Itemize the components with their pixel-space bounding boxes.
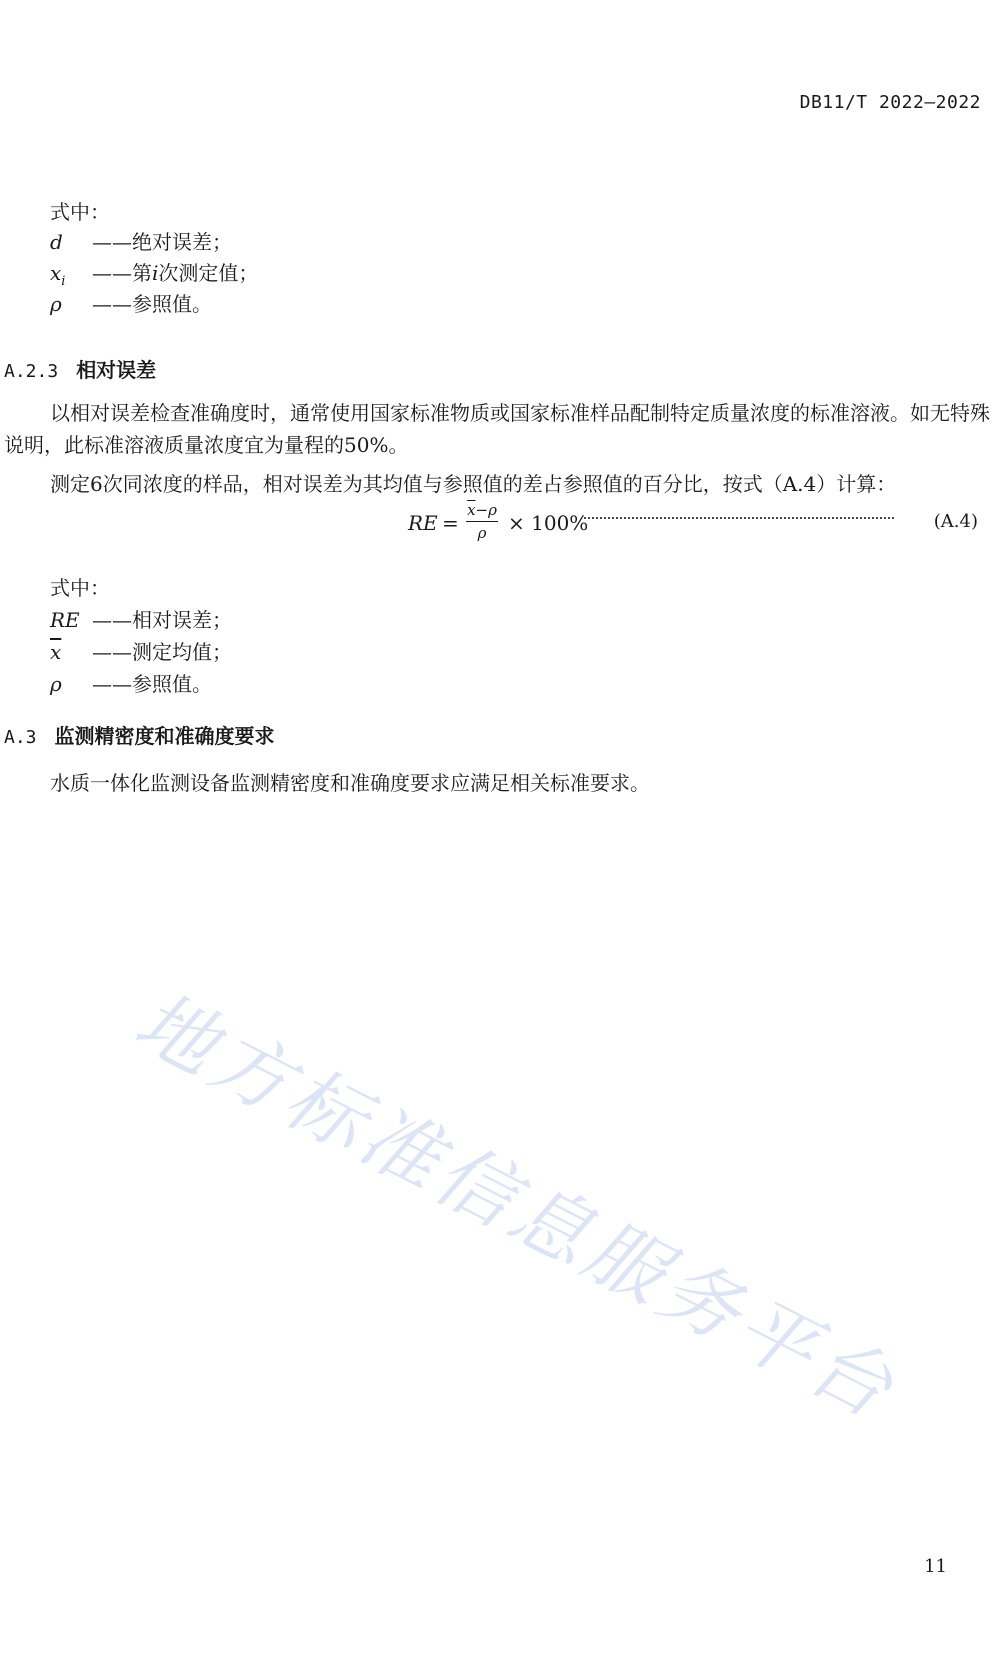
section-title: 监测精密度和准确度要求 [54, 724, 275, 748]
definition-text: ——参照值。 [92, 672, 212, 696]
fraction-numerator: $\overline{x}-\rho$ [467, 501, 497, 519]
definition-xi [50, 257, 258, 289]
symbol-rho: ρ [50, 672, 62, 696]
watermark: 地方标准信息服务平台 [120, 976, 911, 1438]
definition-rho [50, 288, 212, 317]
formula-equals: = [442, 511, 459, 535]
section-number: A.2.3 [4, 361, 59, 382]
section-heading-a23 [4, 354, 156, 383]
definition-text: ——测定均值； [92, 640, 232, 664]
definition-text: ——第i次测定值； [92, 261, 259, 285]
symbol-xi: $x_i$ [50, 261, 66, 289]
paragraph-formula-intro: 测定6次同浓度的样品，相对误差为其均值与参照值的差占参照值的百分比，按式（A.4）计算： [50, 472, 897, 496]
formula-fraction [464, 499, 500, 544]
paragraph-accuracy-method: 以相对误差检查准确度时，通常使用国家标准物质或国家标准样品配制特定质量浓度的标准溶液。如无特殊说明，此标准溶液质量浓度宜为量程的50%。 [4, 401, 990, 457]
section-title: 相对误差 [76, 358, 157, 382]
formula-times: × 100% [508, 511, 589, 535]
formula-number: (A.4) [933, 511, 978, 532]
definition-d [50, 226, 232, 255]
formula-a4 [408, 501, 978, 549]
dot-leader [584, 517, 894, 519]
where-intro-1: 式中： [50, 200, 110, 224]
page-number: 11 [924, 1556, 947, 1577]
fraction-denominator: ρ [477, 524, 487, 542]
symbol-re: RE [50, 608, 80, 632]
section-number: A.3 [4, 727, 37, 748]
symbol-xbar: $\overline{x}$ [50, 640, 62, 664]
section-heading-a3 [4, 720, 275, 749]
definition-re [50, 604, 232, 633]
symbol-rho: ρ [50, 292, 62, 316]
standard-code: DB11/T 2022—2022 [799, 92, 981, 113]
formula-lhs: RE [408, 511, 438, 535]
paragraph-requirements: 水质一体化监测设备监测精密度和准确度要求应满足相关标准要求。 [50, 771, 650, 795]
definition-text: ——相对误差； [92, 608, 232, 632]
definition-text: ——绝对误差； [92, 230, 232, 254]
definition-text: ——参照值。 [92, 292, 212, 316]
definition-xbar [50, 636, 232, 665]
symbol-d: d [50, 230, 63, 254]
definition-rho-2 [50, 668, 212, 697]
where-intro-2: 式中： [50, 576, 110, 600]
